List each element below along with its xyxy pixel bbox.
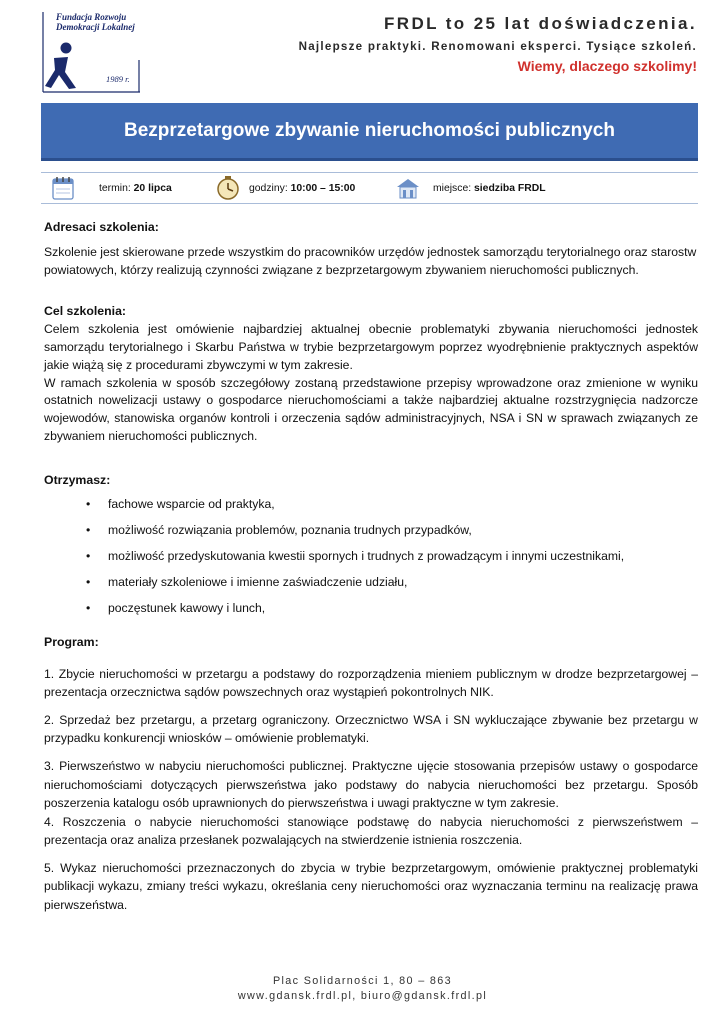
course-title: Bezprzetargowe zbywanie nieruchomości publicznych [124,119,615,141]
running-figure-icon [44,42,80,90]
header-subtitle: Najlepsze praktyki. Renomowani eksperci. Tysiące szkoleń. [298,40,697,53]
logo-name-line2: Demokracji Lokalnej [56,22,135,32]
benefits-list [44,496,698,618]
logo-name [56,12,135,32]
list-item: • materiały szkoleniowe i imienne zaświadczenie udziału, [44,574,698,592]
goal-text-1: Celem szkolenia jest omówienie najbardziej aktualnej obecnie problematyki zbywania nieruchomości jednostek samorządu terytorialnego i Skarbu Państwa w trybie bezprzetargowym poprzez wyodrębnienie praktycznych aspektów jakie wiążą się z procedurami zbywczymi w tym zakresie. [44,322,698,372]
footer-address: Plac Solidarności 1, 80 – 863 [273,975,452,987]
footer [0,974,725,1004]
list-item: • możliwość rozwiązania problemów, poznania trudnych przypadków, [44,522,698,540]
program-section [44,634,698,915]
calendar-icon [51,175,75,201]
logo-name-line1: Fundacja Rozwoju [56,12,127,22]
date-label: termin: [99,182,131,194]
list-item: • możliwość przedyskutowania kwestii spornych i trudnych z prowadzącym i innymi uczestnikami, [44,548,698,566]
program-item: 5. Wykaz nieruchomości przeznaczonych do zbycia w trybie bezprzetargowym, omówienie praktycznej problematyki publikacji wykazu, zmiany treści wykazu, określania ceny nieruchomości oraz wyznaczania terminu na realizację prawa pierwszeństwa. [44,860,698,913]
list-item: • fachowe wsparcie od praktyka, [44,496,698,514]
goal-text-2: W ramach szkolenia w sposób szczegółowy zostaną przedstawione przepisy wprowadzone oraz zmienione w wyniku ostatnich nowelizacji ustawy o gospodarce nieruchomościami a także najbardziej aktualne rozstrzygnięcia nadzorcze wojewodów, stanowiska organów kontroli i orzeczenia sądów administracyjnych, NSA i SN w sprawach związanych ze zbywaniem nieruchomości publicznych. [44,375,698,443]
goal-heading: Cel szkolenia: [44,304,127,319]
info-bar [41,172,698,204]
audience-text: Szkolenie jest skierowane przede wszystkim do pracowników urzędów jednostek samorządu terytorialnego oraz starostw powiatowych, którzy realizują czynności związane z bezprzetargowym zbywaniem nieruchomości publicznych. [44,244,697,277]
list-item: • poczęstunek kawowy i lunch, [44,600,698,618]
main-content [44,219,698,915]
place-value: siedziba FRDL [474,182,546,194]
audience-heading: Adresaci szkolenia: [44,220,159,234]
frdl-logo [40,10,142,94]
clock-icon [215,175,241,201]
logo-year: 1989 r. [106,74,130,84]
benefits-heading: Otrzymasz: [44,472,111,487]
building-icon [395,175,421,201]
info-place [395,173,546,203]
program-item: 4. Roszczenia o nabycie nieruchomości stanowiące podstawę do nabycia nieruchomości z pierwszeństwem – prezentacja oraz analiza przesłanek pozwalających na stwierdzenie istnienia roszczenia. [44,814,698,848]
program-item: 1. Zbycie nieruchomości w przetargu a podstawy do rozporządzenia mieniem publicznym w drodze bezprzetargowej – prezentacja orzecznictwa sądów powszechnych oraz wystąpień pokontrolnych NIK. [44,666,698,700]
date-value: 20 lipca [133,182,172,194]
header-tagline: Wiemy, dlaczego szkolimy! [517,58,697,74]
program-item: 2. Sprzedaż bez przetargu, a przetarg ograniczony. Orzecznictwo WSA i SN wykluczające zbywanie bez przetargu w przypadku konkurencji wniosków – omówienie problematyki. [44,712,698,746]
title-banner [41,103,698,161]
program-heading: Program: [44,634,99,649]
hours-label: godziny: [249,182,288,194]
hours-value: 10:00 – 15:00 [290,182,356,194]
header-title: FRDL to 25 lat doświadczenia. [383,14,697,33]
info-date [51,173,172,203]
program-item: 3. Pierwszeństwo w nabyciu nieruchomości publicznej. Praktyczne ujęcie stosowania przepisów ustawy o gospodarce nieruchomościami dotyczących pierwszeństwa jako podstawy do nabycia nieruchomości bez przetargu. Sposób poszerzenia katalogu osób uprawnionych do pierwszeństwa i uwagi praktyczne w tym zakresie. [44,758,698,811]
footer-contact[interactable]: www.gdansk.frdl.pl, biuro@gdansk.frdl.pl [237,990,488,1002]
header [299,14,697,74]
place-label: miejsce: [433,182,472,194]
info-hours [215,173,355,203]
